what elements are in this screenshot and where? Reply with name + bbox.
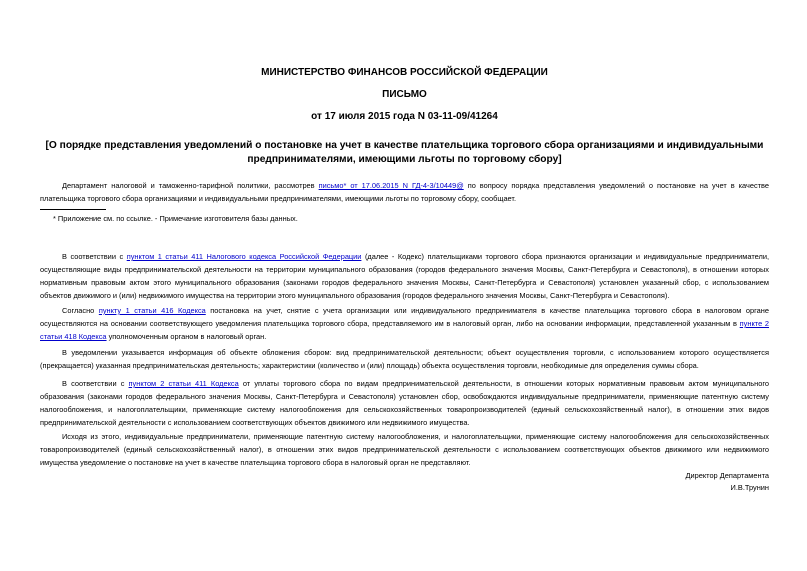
paragraph-1 (40, 250, 769, 302)
p4-text-end: от уплаты торгового сбора по видам предпринимательской деятельности, в отношении которых нормативным правовым актом муниципального образования (законами городов федерального значения Москвы, Санкт-Петербурга и Севастополя) установлен сбор, освобождаются индивидуальные предприниматели, применяющие патентную систему налогообложения, и налогоплательщики, применяющие систему налогообложения для сельскохозяйственных товаропроизводителей (единый сельскохозяйственный налог), в отношении этих видов предпринимательской деятельности с использованием соответствующих объектов движимого или недвижимого имущества. (40, 379, 769, 427)
p2-text: Согласно (62, 306, 99, 315)
paragraph-2 (40, 304, 769, 343)
intro-text-end: по вопросу порядка представления уведомлений о постановке на учет в качестве плательщика торгового сбора организациями и индивидуальными предпринимателями, имеющими льготы по торговому сбору, сообщает. (40, 181, 769, 203)
p2-text-end: уполномоченным органом в налоговый орган. (106, 332, 267, 341)
document-type: ПИСЬМО (382, 89, 427, 100)
ministry-name: МИНИСТЕРСТВО ФИНАНСОВ РОССИЙСКОЙ ФЕДЕРАЦИИ (261, 67, 548, 78)
footnote-divider (40, 209, 106, 210)
p1-text: В соответствии с (62, 252, 127, 261)
document-date-number: от 17 июля 2015 года N 03-11-09/41264 (311, 111, 498, 122)
document-title: [О порядке представления уведомлений о постановке на учет в качестве плательщика торгового сбора организациями и индивидуальными предпринимателями, имеющими льготы по торговому сбору] (45, 140, 764, 165)
signature-name: И.В.Трунин (730, 483, 769, 492)
signature-position: Директор Департамента (685, 471, 769, 480)
art418-link[interactable]: пункте 2 статьи 418 Кодекса (40, 319, 769, 341)
art411-p2-link[interactable]: пунктом 2 статьи 411 Кодекса (128, 379, 239, 388)
p4-text: В соответствии с (62, 379, 129, 388)
paragraph-3: В уведомлении указывается информация об объекте обложения сбором: вид предпринимательской деятельности; объект осуществления торговли, с использованием которого осуществляется (прекращается) указанная предпринимательская деятельность; характеристики (количество и (или) площадь) объекта осуществления торговли, необходимые для определения суммы сбора. (40, 348, 769, 370)
paragraph-4 (40, 377, 769, 429)
art416-link[interactable]: пункту 1 статьи 416 Кодекса (98, 306, 206, 315)
footnote: * Приложение см. по ссылке. - Примечание изготовителя базы данных. (53, 214, 298, 223)
paragraph-5: Исходя из этого, индивидуальные предприниматели, применяющие патентную систему налогообложения, и налогоплательщики, применяющие систему налогообложения для сельскохозяйственных товаропроизводителей (единый сельскохозяйственный налог), в отношении этих видов предпринимательской деятельности с использованием соответствующих объектов движимого или недвижимого имущества уведомление о постановке на учет в качестве плательщика торгового сбора в налоговый орган не представляют. (40, 432, 769, 467)
art411-p1-link[interactable]: пунктом 1 статьи 411 Налогового кодекса Российской Федерации (126, 252, 362, 261)
intro-text: Департамент налоговой и таможенно-тарифной политики, рассмотрев (62, 181, 319, 190)
intro-paragraph (40, 179, 769, 205)
p1-text-end: (далее - Кодекс) плательщиками торгового сбора признаются организации и индивидуальные предприниматели, осуществляющие виды предпринимательской деятельности на территории муниципального образования (городов федерального значения Москвы, Санкт-Петербурга и Севастополя), в отношении которых нормативным правовым актом этого муниципального образования (законами городов федерального значения Москвы, Санкт-Петербурга и Севастополя) установлен указанный сбор, с использованием объектов движимого и (или) недвижимого имущества на территории этого муниципального образования (городов федерального значения Москвы, Санкт-Петербурга и Севастополя). (40, 252, 770, 300)
p2-text-mid: постановка на учет, снятие с учета организации или индивидуального предпринимателя в качестве плательщика торгового сбора в налоговом органе осуществляются на основании соответствующего уведомления плательщика торгового сбора, представляемого им в налоговый орган, либо на основании информации, представленной указанным в (40, 306, 769, 328)
letter-link[interactable]: письмо* от 17.06.2015 N ГД-4-3/10449@ (318, 181, 464, 190)
